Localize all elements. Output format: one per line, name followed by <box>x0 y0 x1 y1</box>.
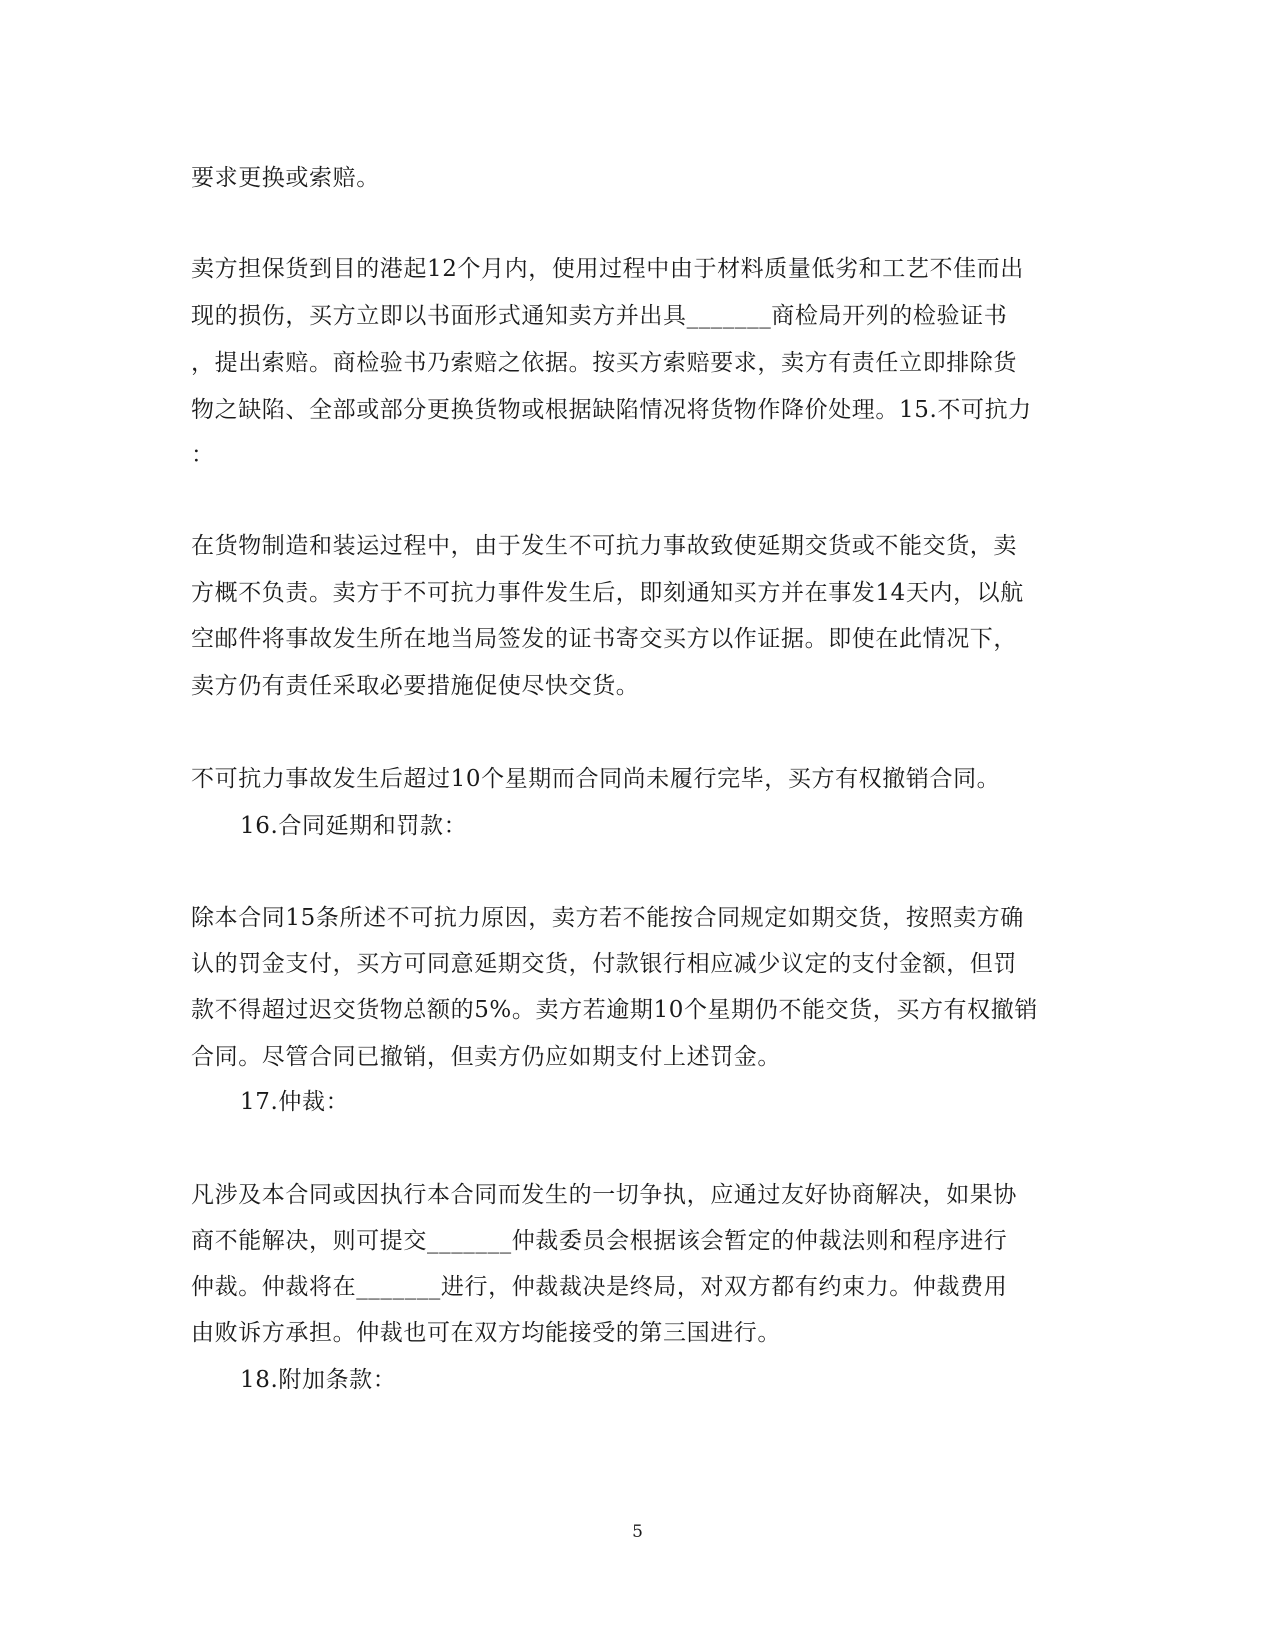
text-line: 凡涉及本合同或因执行本合同而发生的一切争执，应通过友好协商解决，如果协 <box>191 1182 1017 1208</box>
text-line: 认的罚金支付，买方可同意延期交货，付款银行相应减少议定的支付金额，但罚 <box>191 951 1017 977</box>
text-line: ，提出索赔。商检验书乃索赔之依据。按买方索赔要求，卖方有责任立即排除货 <box>191 350 1017 376</box>
text-line: 要求更换或索赔。 <box>191 165 380 191</box>
text-line: 在货物制造和装运过程中，由于发生不可抗力事故致使延期交货或不能交货，卖 <box>191 533 1017 559</box>
text-line: 现的损伤，买方立即以书面形式通知卖方并出具_______商检局开列的检验证书 <box>191 303 1008 329</box>
section-heading: 18.附加条款： <box>240 1367 397 1393</box>
text-line: 由败诉方承担。仲裁也可在双方均能接受的第三国进行。 <box>191 1320 781 1346</box>
text-line: 除本合同15条所述不可抗力原因，卖方若不能按合同规定如期交货，按照卖方确 <box>191 905 1024 931</box>
page-number: 5 <box>632 1522 643 1542</box>
text-line: ： <box>191 442 215 468</box>
text-line: 款不得超过迟交货物总额的5%。卖方若逾期10个星期仍不能交货，买方有权撤销 <box>191 997 1038 1023</box>
text-line: 方概不负责。卖方于不可抗力事件发生后，即刻通知买方并在事发14天内，以航 <box>191 580 1024 606</box>
section-heading: 17.仲裁： <box>240 1089 350 1115</box>
section-heading: 16.合同延期和罚款： <box>240 813 468 839</box>
text-line: 商不能解决，则可提交_______仲裁委员会根据该会暂定的仲裁法则和程序进行 <box>191 1228 1008 1254</box>
text-line: 卖方担保货到目的港起12个月内，使用过程中由于材料质量低劣和工艺不佳而出 <box>191 256 1024 282</box>
text-line: 空邮件将事故发生所在地当局签发的证书寄交买方以作证据。即使在此情况下， <box>191 626 1017 652</box>
text-line: 合同。尽管合同已撤销，但卖方仍应如期支付上述罚金。 <box>191 1044 781 1070</box>
text-line: 物之缺陷、全部或部分更换货物或根据缺陷情况将货物作降价处理。15.不可抗力 <box>191 397 1032 423</box>
text-line: 不可抗力事故发生后超过10个星期而合同尚未履行完毕，买方有权撤销合同。 <box>191 766 1001 792</box>
text-line: 卖方仍有责任采取必要措施促使尽快交货。 <box>191 673 640 699</box>
text-line: 仲裁。仲裁将在_______进行，仲裁裁决是终局，对双方都有约束力。仲裁费用 <box>191 1274 1008 1300</box>
